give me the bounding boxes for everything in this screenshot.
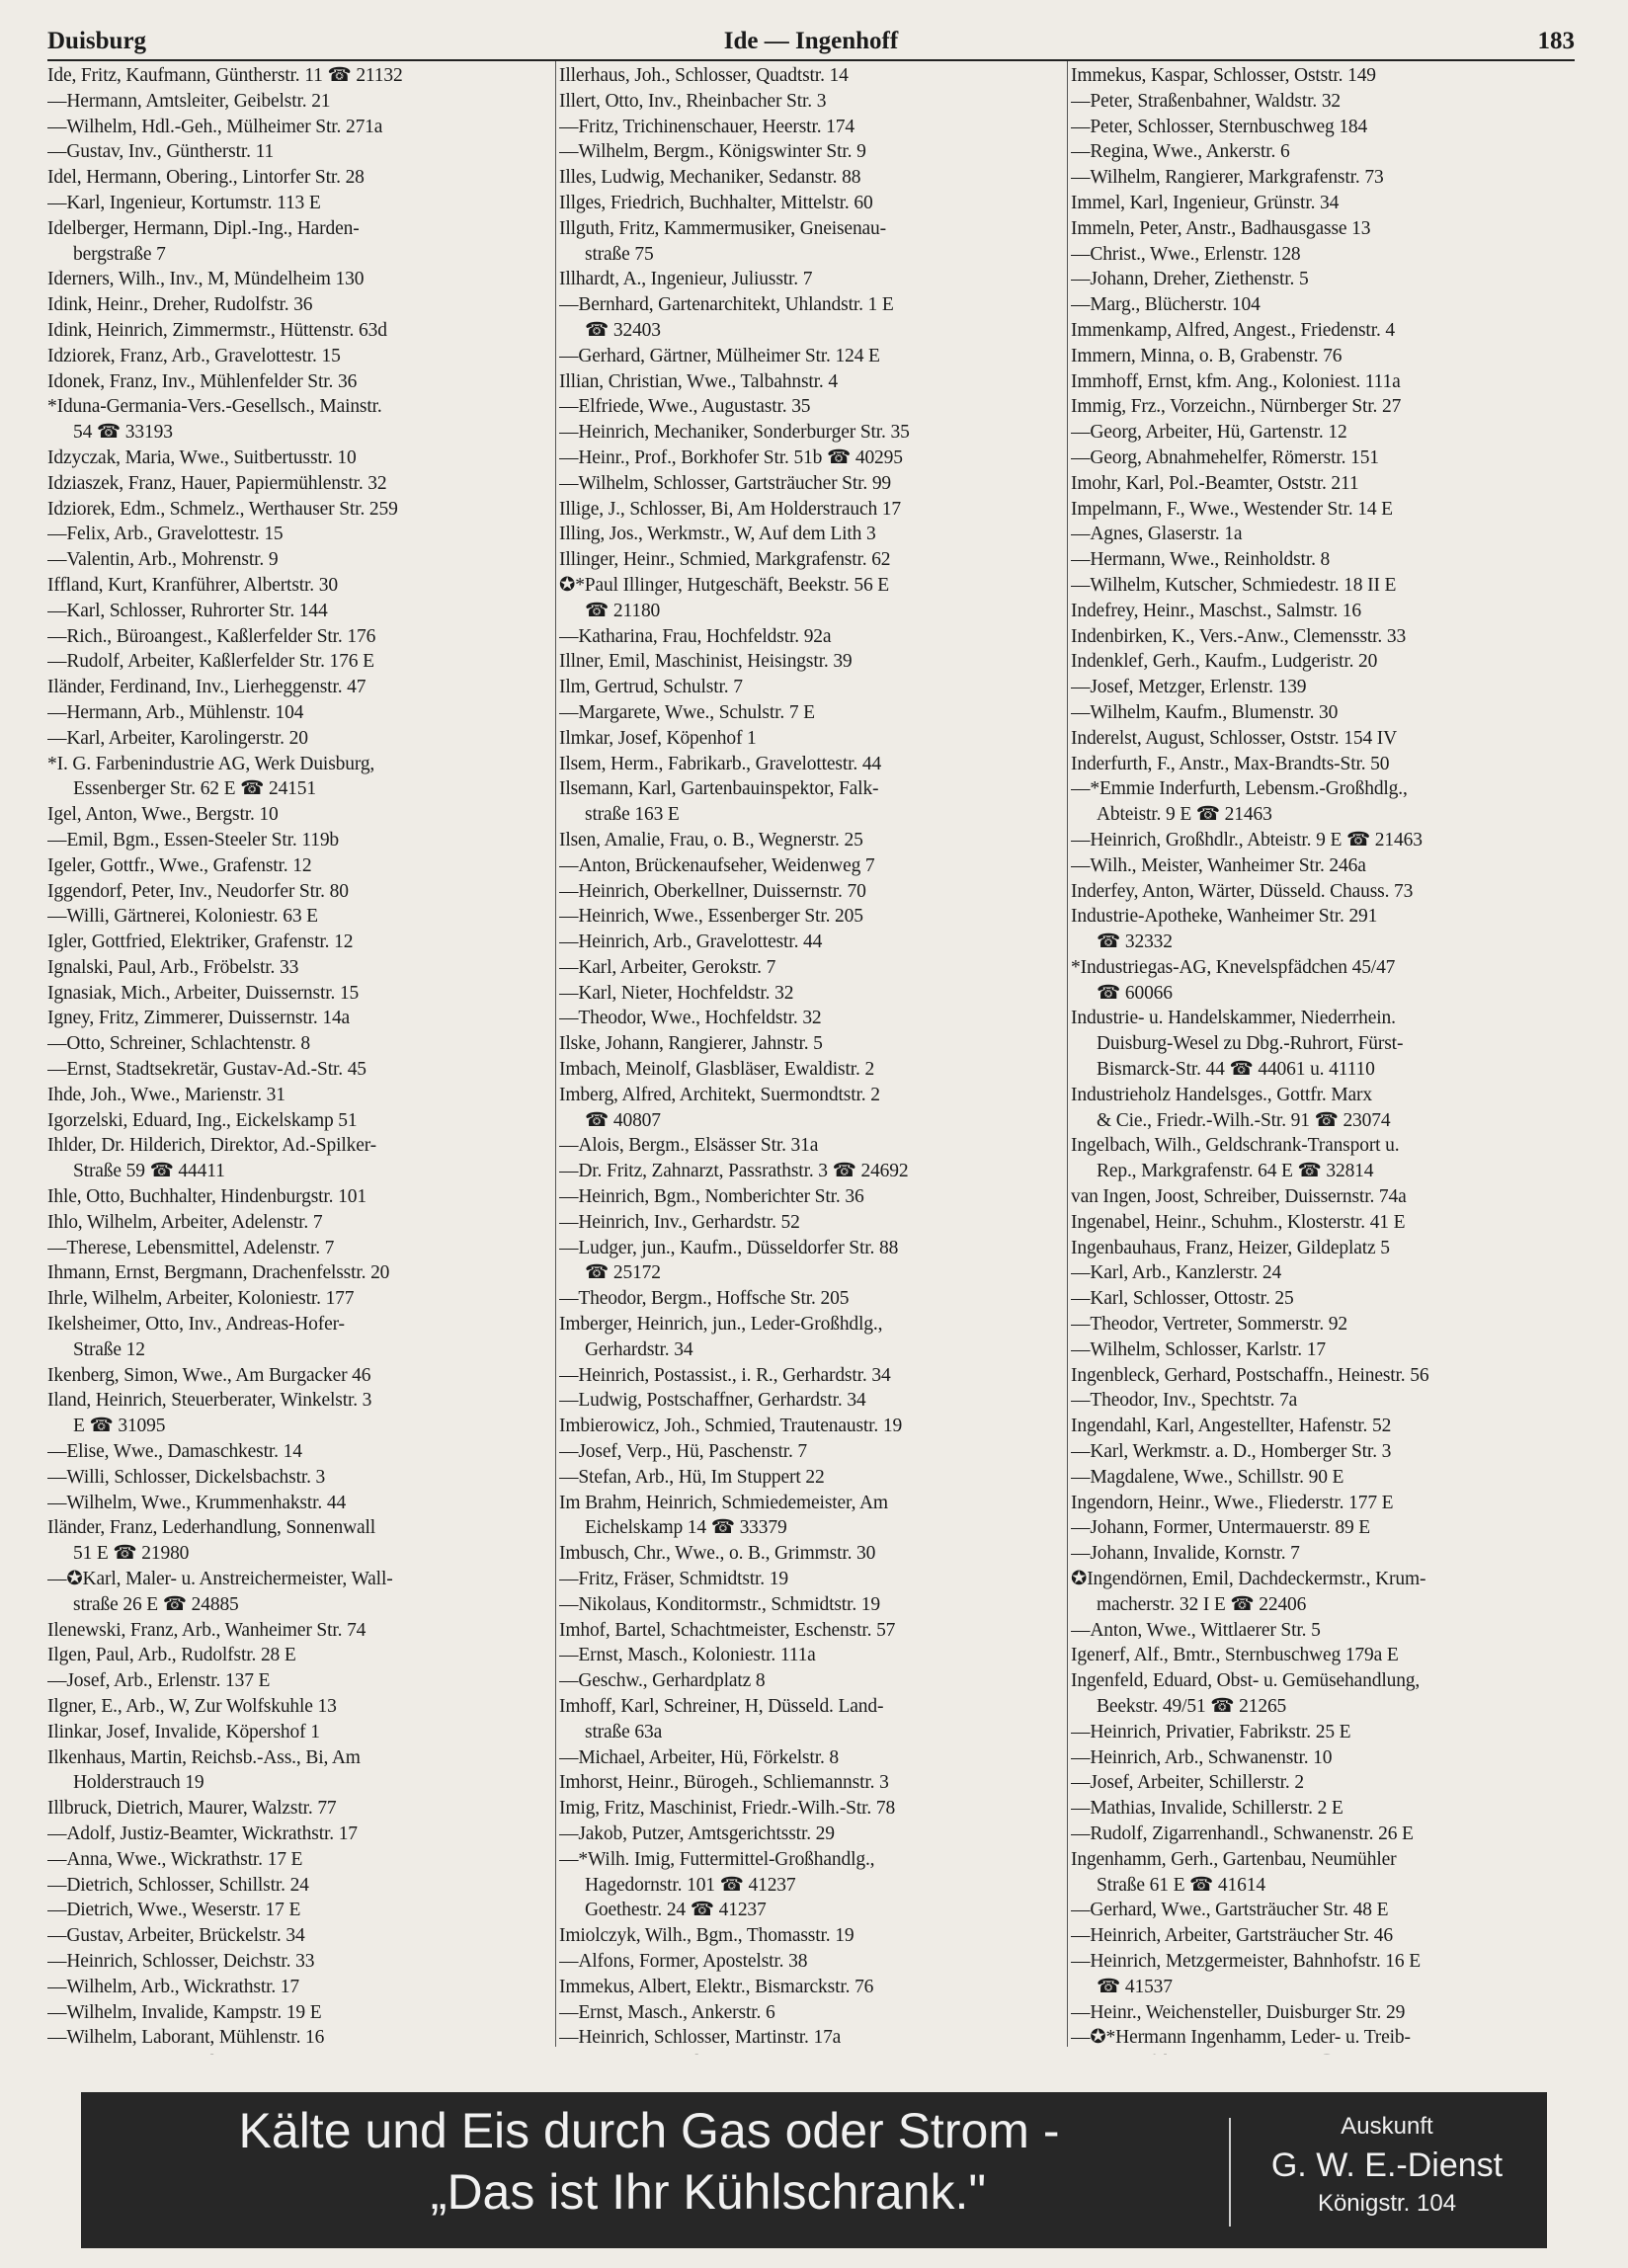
directory-entry-continuation: ☎ 40807: [585, 1109, 661, 1131]
directory-entry: —Heinrich, Bgm., Nomberichter Str. 36: [559, 1186, 864, 1208]
directory-entry-continuation: Rep., Markgrafenstr. 64 E ☎ 32814: [1097, 1161, 1374, 1182]
directory-entry-continuation: ☎ 32332: [1097, 932, 1173, 953]
directory-entry: —Georg, Abnahmehelfer, Römerstr. 151: [1071, 446, 1379, 468]
directory-entry: —Nikolaus, Konditormstr., Schmidtstr. 19: [559, 1593, 880, 1615]
directory-entry: Immern, Minna, o. B, Grabenstr. 76: [1071, 345, 1343, 366]
directory-entry: Iländer, Ferdinand, Inv., Lierheggenstr. 47: [47, 677, 366, 698]
directory-entry: Imhof, Bartel, Schachtmeister, Eschenstr. 57: [559, 1619, 896, 1641]
directory-entry: —Magdalene, Wwe., Schillstr. 90 E: [1071, 1466, 1344, 1488]
directory-entry: Immekus, Kaspar, Schlosser, Oststr. 149: [1071, 65, 1376, 86]
directory-entry: Indenbirken, K., Vers.-Anw., Clemensstr. 33: [1071, 625, 1407, 647]
directory-entry: —Wilhelm, Schlosser, Gartsträucher Str. 99: [559, 472, 892, 494]
header-range: Ide — Ingenhoff: [723, 28, 899, 54]
directory-entry: —Gerhard, Gärtner, Mülheimer Str. 124 E: [559, 345, 880, 366]
directory-entry: —Dr. Fritz, Zahnarzt, Passrathstr. 3 ☎ 24692: [559, 1161, 909, 1182]
directory-entry: Imig, Fritz, Maschinist, Friedr.-Wilh.-Str. 78: [559, 1798, 896, 1820]
directory-entry: —Ernst, Masch., Koloniestr. 111a: [559, 1645, 816, 1666]
directory-entry: —Wilhelm, Laborant, Mühlenstr. 16: [47, 2027, 325, 2049]
directory-entry: —Elfriede, Wwe., Augustastr. 35: [559, 396, 811, 418]
directory-entry: Illige, J., Schlosser, Bi, Am Holderstrauch 17: [559, 498, 901, 520]
directory-entry: —Heinrich, Oberkellner, Duissernstr. 70: [559, 880, 866, 902]
directory-entry-continuation: Straße 61 E ☎ 41614: [1097, 1874, 1265, 1896]
directory-entry-continuation: Duisburg-Wesel zu Dbg.-Ruhrort, Fürst-: [1097, 1033, 1404, 1055]
directory-entry: Industrie- u. Handelskammer, Niederrhein.: [1071, 1008, 1396, 1029]
directory-entry: —Alois, Bergm., Elsässer Str. 31a: [559, 1135, 819, 1157]
directory-entry-continuation: macherstr. 32 I E ☎ 22406: [1097, 1593, 1307, 1615]
directory-entry: —Heinr., Prof., Borkhofer Str. 51b ☎ 40295: [559, 446, 903, 468]
directory-entry: Igeler, Gottfr., Wwe., Grafenstr. 12: [47, 854, 312, 876]
directory-entry: ✪*Paul Illinger, Hutgeschäft, Beekstr. 56 E: [559, 574, 890, 596]
directory-entry: —Alfons, Former, Apostelstr. 38: [559, 1950, 808, 1972]
directory-entry: —Theodor, Wwe., Hochfeldstr. 32: [559, 1008, 822, 1029]
directory-entry: Inderfey, Anton, Wärter, Düsseld. Chauss. 73: [1071, 880, 1414, 902]
directory-entry-continuation: bergstraße 7: [73, 243, 166, 265]
directory-entry: —Karl, Schlosser, Ottostr. 25: [1071, 1288, 1294, 1310]
directory-entry: Inderfurth, F., Anstr., Max-Brandts-Str. 50: [1071, 753, 1390, 774]
directory-entry: —Johann, Former, Untermauerstr. 89 E: [1071, 1517, 1371, 1539]
directory-entry: Illing, Jos., Werkmstr., W, Auf dem Lith 3: [559, 524, 876, 545]
directory-entry: —Josef, Arbeiter, Schillerstr. 2: [1071, 1772, 1304, 1794]
directory-entry: —Georg, Arbeiter, Hü, Gartenstr. 12: [1071, 422, 1347, 444]
directory-entry-continuation: 54 ☎ 33193: [73, 422, 173, 444]
directory-entry-continuation: Eichelskamp 14 ☎ 33379: [585, 1517, 787, 1539]
directory-entry: —Wilhelm, Kaufm., Blumenstr. 30: [1071, 701, 1339, 723]
column-1: [47, 63, 549, 2055]
directory-entry: —Josef, Verp., Hü, Paschenstr. 7: [559, 1441, 808, 1463]
directory-entry: Ignasiak, Mich., Arbeiter, Duissernstr. 15: [47, 982, 360, 1004]
directory-entry: Indenklef, Gerh., Kaufm., Ludgeristr. 20: [1071, 651, 1378, 673]
directory-entry-continuation: 51 E ☎ 21980: [73, 1543, 190, 1565]
directory-entry: Illerhaus, Joh., Schlosser, Quadtstr. 14: [559, 65, 849, 86]
directory-entry: Iggendorf, Peter, Inv., Neudorfer Str. 80: [47, 880, 349, 902]
directory-entry: Ilinkar, Josef, Invalide, Köpershof 1: [47, 1721, 320, 1742]
column-3: [1071, 63, 1573, 2055]
advertisement-line-1: Kälte und Eis durch Gas oder Strom -: [238, 2103, 1060, 2158]
directory-entry: —Wilhelm, Kutscher, Schmiedestr. 18 II E: [1071, 574, 1397, 596]
directory-entry: Im Brahm, Heinrich, Schmiedemeister, Am: [559, 1492, 888, 1513]
directory-entry: Ilsem, Herm., Fabrikarb., Gravelottestr. 44: [559, 753, 882, 774]
directory-entry: Ide, Fritz, Kaufmann, Güntherstr. 11 ☎ 21132: [47, 65, 403, 86]
directory-entry: Idel, Hermann, Obering., Lintorfer Str. 28: [47, 167, 365, 189]
header-city: Duisburg: [47, 28, 147, 54]
directory-entry: —Karl, Schlosser, Ruhrorter Str. 144: [47, 600, 328, 621]
directory-entry: Iland, Heinrich, Steuerberater, Winkelstr. 3: [47, 1390, 372, 1412]
directory-entry: —Katharina, Frau, Hochfeldstr. 92a: [559, 625, 832, 647]
directory-entry: Igler, Gottfried, Elektriker, Grafenstr. 12: [47, 932, 354, 953]
directory-entry: —Anna, Wwe., Wickrathstr. 17 E: [47, 1848, 303, 1870]
directory-entry: Imhorst, Heinr., Bürogeh., Schliemannstr. 3: [559, 1772, 889, 1794]
directory-entry-continuation: Beekstr. 49/51 ☎ 21265: [1097, 1696, 1287, 1717]
directory-entry: Imbierowicz, Joh., Schmied, Trautenaustr. 19: [559, 1416, 903, 1437]
directory-entry: —Ludger, jun., Kaufm., Düsseldorfer Str. 88: [559, 1237, 899, 1258]
directory-entry: Illinger, Heinr., Schmied, Markgrafenstr. 62: [559, 549, 891, 571]
directory-entry-continuation: ☎ 32403: [585, 319, 661, 341]
directory-entry: Ilm, Gertrud, Schulstr. 7: [559, 677, 743, 698]
directory-entry-continuation: [1071, 2051, 1573, 2055]
directory-entry: —Hermann, Amtsleiter, Geibelstr. 21: [47, 90, 331, 112]
directory-entry: Idziaszek, Franz, Hauer, Papiermühlenstr. 32: [47, 472, 387, 494]
directory-entry: —Hermann, Arb., Mühlenstr. 104: [47, 701, 304, 723]
directory-entry: Igenerf, Alf., Bmtr., Sternbuschweg 179a E: [1071, 1645, 1399, 1666]
directory-entry: —Agnes, Glaserstr. 1a: [1071, 524, 1243, 545]
directory-entry: Ingelbach, Wilh., Geldschrank-Transport u.: [1071, 1135, 1400, 1157]
directory-entry: Idziorek, Edm., Schmelz., Werthauser Str. 259: [47, 498, 398, 520]
directory-entry: Immenkamp, Alfred, Angest., Friedenstr. 4: [1071, 319, 1396, 341]
directory-entry: —Wilhelm, Invalide, Kampstr. 19 E: [47, 2001, 322, 2023]
directory-entry: —Wilhelm, Arb., Wickrathstr. 17: [47, 1976, 300, 1997]
directory-entry: —Heinr., Weichensteller, Duisburger Str. 29: [1071, 2001, 1406, 2023]
directory-entry: Idziorek, Franz, Arb., Gravelottestr. 15: [47, 345, 341, 366]
directory-entry: Imberger, Heinrich, jun., Leder-Großhdlg.,: [559, 1314, 883, 1336]
directory-entry-continuation: Straße 12: [73, 1338, 145, 1360]
advertisement-contact-name: G. W. E.-Dienst: [1270, 2146, 1504, 2184]
directory-entry: —Theodor, Inv., Spechtstr. 7a: [1071, 1390, 1298, 1412]
directory-entry: Ihrle, Wilhelm, Arbeiter, Koloniestr. 177: [47, 1288, 355, 1310]
directory-entry: —Regina, Wwe., Ankerstr. 6: [1071, 141, 1290, 163]
directory-entry: —Anton, Brückenaufseher, Weidenweg 7: [559, 854, 875, 876]
directory-entry: ✪Ingendörnen, Emil, Dachdeckermstr., Krum-: [1071, 1569, 1426, 1590]
directory-entry: Imbusch, Chr., Wwe., o. B., Grimmstr. 30: [559, 1543, 876, 1565]
advertisement-contact: [1239, 2110, 1535, 2221]
directory-entry-continuation: straße 26 E ☎ 24885: [73, 1593, 239, 1615]
directory-entry: —Rudolf, Zigarrenhandl., Schwanenstr. 26 E: [1071, 1822, 1414, 1844]
directory-entry: —Willi, Schlosser, Dickelsbachstr. 3: [47, 1466, 326, 1488]
directory-entry-continuation: E ☎ 31095: [73, 1416, 166, 1437]
directory-entry: —*Emmie Inderfurth, Lebensm.-Großhdlg.,: [1071, 778, 1408, 800]
directory-entry: —Heinrich, Arb., Schwanenstr. 10: [1071, 1746, 1333, 1768]
directory-entry: —Josef, Metzger, Erlenstr. 139: [1071, 677, 1307, 698]
directory-entry: —Heinrich, Arbeiter, Gartsträucher Str. 46: [1071, 1925, 1393, 1947]
directory-entry: —✪Karl, Maler- u. Anstreichermeister, Wall-: [47, 1569, 393, 1590]
directory-entry: —Wilhelm, Bergm., Königswinter Str. 9: [559, 141, 866, 163]
directory-entry: —Dietrich, Wwe., Weserstr. 17 E: [47, 1900, 301, 1921]
directory-entry: —Jakob, Putzer, Amtsgerichtsstr. 29: [559, 1822, 835, 1844]
directory-entry: Illbruck, Dietrich, Maurer, Walzstr. 77: [47, 1798, 337, 1820]
directory-entry: Iderners, Wilh., Inv., M, Mündelheim 130: [47, 269, 365, 290]
page-header: [47, 26, 1575, 61]
directory-entry: Industrieholz Handelsges., Gottfr. Marx: [1071, 1084, 1372, 1105]
directory-entry: —Ernst, Stadtsekretär, Gustav-Ad.-Str. 45: [47, 1059, 366, 1081]
column-2: [559, 63, 1061, 2055]
directory-entry: —Mathias, Invalide, Schillerstr. 2 E: [1071, 1798, 1343, 1820]
directory-entry: —Heinrich, Wwe., Essenberger Str. 205: [559, 906, 863, 928]
directory-entry: Iländer, Franz, Lederhandlung, Sonnenwall: [47, 1517, 376, 1539]
directory-entry: Ilsemann, Karl, Gartenbauinspektor, Falk-: [559, 778, 879, 800]
directory-entry: Inderelst, August, Schlosser, Oststr. 154 IV: [1071, 727, 1398, 749]
directory-entry: —Heinrich, Mechaniker, Sonderburger Str. 35: [559, 422, 910, 444]
directory-entry: Ihmann, Ernst, Bergmann, Drachenfelsstr. 20: [47, 1262, 390, 1284]
directory-entry: —Johann, Invalide, Kornstr. 7: [1071, 1543, 1300, 1565]
directory-entry: Illian, Christian, Wwe., Talbahnstr. 4: [559, 370, 838, 392]
directory-entry-continuation: Bismarck-Str. 44 ☎ 44061 u. 41110: [1097, 1059, 1375, 1081]
directory-entry: —Heinrich, Arb., Gravelottestr. 44: [559, 932, 823, 953]
directory-entry-continuation: Holderstrauch 19: [73, 1772, 204, 1794]
directory-entry: Ihde, Joh., Wwe., Marienstr. 31: [47, 1084, 285, 1105]
directory-entry: Ingenfeld, Eduard, Obst- u. Gemüsehandlung,: [1071, 1670, 1421, 1692]
directory-entry: —✪*Hermann Ingenhamm, Leder- u. Treib-: [1071, 2027, 1411, 2049]
directory-entry-continuation: Hagedornstr. 101 ☎ 41237: [585, 1874, 796, 1896]
directory-entry: Ilgner, E., Arb., W, Zur Wolfskuhle 13: [47, 1696, 337, 1717]
directory-entry: Ingendorn, Heinr., Wwe., Fliederstr. 177 E: [1071, 1492, 1394, 1513]
directory-entry: —Therese, Lebensmittel, Adelenstr. 7: [47, 1237, 335, 1258]
directory-entry: Ikelsheimer, Otto, Inv., Andreas-Hofer-: [47, 1314, 345, 1336]
directory-entry: Illes, Ludwig, Mechaniker, Sedanstr. 88: [559, 167, 861, 189]
directory-entry: Immeln, Peter, Anstr., Badhausgasse 13: [1071, 217, 1371, 239]
directory-entry: —*Wilh. Imig, Futtermittel-Großhandlg.,: [559, 1848, 875, 1870]
directory-entry: —Otto, Schreiner, Schlachtenstr. 8: [47, 1033, 310, 1055]
directory-entry: Immig, Frz., Vorzeichn., Nürnberger Str. 27: [1071, 396, 1402, 418]
directory-entry: Idonek, Franz, Inv., Mühlenfelder Str. 36: [47, 370, 358, 392]
directory-entry: *Iduna-Germania-Vers.-Gesellsch., Mainstr.: [47, 396, 382, 418]
directory-entry: —Gustav, Inv., Güntherstr. 11: [47, 141, 275, 163]
directory-entry: [559, 2051, 1061, 2055]
advertisement-divider: [1229, 2118, 1231, 2227]
directory-entry-continuation: ☎ 21180: [585, 600, 661, 621]
directory-entry: Ilkenhaus, Martin, Reichsb.-Ass., Bi, Am: [47, 1746, 361, 1768]
directory-entry: —Rudolf, Arbeiter, Kaßlerfelder Str. 176 E: [47, 651, 374, 673]
directory-entry-continuation: straße 63a: [585, 1721, 663, 1742]
directory-entry: —Heinrich, Metzgermeister, Bahnhofstr. 16 E: [1071, 1950, 1421, 1972]
directory-entry: —Peter, Straßenbahner, Waldstr. 32: [1071, 90, 1342, 112]
directory-entry: Igel, Anton, Wwe., Bergstr. 10: [47, 804, 279, 826]
directory-entry: Indefrey, Heinr., Maschst., Salmstr. 16: [1071, 600, 1362, 621]
directory-entry: Idelberger, Hermann, Dipl.-Ing., Harden-: [47, 217, 360, 239]
directory-entry: Illert, Otto, Inv., Rheinbacher Str. 3: [559, 90, 827, 112]
directory-entry: —Karl, Nieter, Hochfeldstr. 32: [559, 982, 794, 1004]
directory-entry: Igney, Fritz, Zimmerer, Duissernstr. 14a: [47, 1008, 351, 1029]
directory-entry: Iffland, Kurt, Kranführer, Albertstr. 30: [47, 574, 338, 596]
directory-entry: —Stefan, Arb., Hü, Im Stuppert 22: [559, 1466, 825, 1488]
directory-entry: Ingenhamm, Gerh., Gartenbau, Neumühler: [1071, 1848, 1397, 1870]
directory-entry: —Heinrich, Großhdlr., Abteistr. 9 E ☎ 21463: [1071, 829, 1423, 850]
directory-entry: Ihlo, Wilhelm, Arbeiter, Adelenstr. 7: [47, 1211, 323, 1233]
directory-entry: —Wilhelm, Hdl.-Geh., Mülheimer Str. 271a: [47, 116, 383, 137]
directory-entry: —Karl, Arbeiter, Karolingerstr. 20: [47, 727, 308, 749]
directory-entry: —Karl, Werkmstr. a. D., Homberger Str. 3: [1071, 1441, 1392, 1463]
directory-entry: Idink, Heinr., Dreher, Rudolfstr. 36: [47, 294, 313, 316]
directory-entry-continuation: ☎ 60066: [1097, 982, 1173, 1004]
directory-entry: —Wilhelm, Rangierer, Markgrafenstr. 73: [1071, 167, 1384, 189]
directory-entry: —Fritz, Fräser, Schmidtstr. 19: [559, 1569, 788, 1590]
directory-entry: Ilenewski, Franz, Arb., Wanheimer Str. 74: [47, 1619, 366, 1641]
directory-entry: —Margarete, Wwe., Schulstr. 7 E: [559, 701, 815, 723]
directory-entry-continuation: ☎ 41537: [1097, 1976, 1173, 1997]
directory-entry: —Marg., Blücherstr. 104: [1071, 294, 1261, 316]
directory-entry: —Geschw., Gerhardplatz 8: [559, 1670, 766, 1692]
directory-entry: Ihle, Otto, Buchhalter, Hindenburgstr. 101: [47, 1186, 366, 1208]
directory-entry: Ilske, Johann, Rangierer, Jahnstr. 5: [559, 1033, 823, 1055]
directory-entry: *I. G. Farbenindustrie AG, Werk Duisburg,: [47, 753, 375, 774]
directory-entry: Industrie-Apotheke, Wanheimer Str. 291: [1071, 906, 1378, 928]
directory-entry: —Gustav, Arbeiter, Brückelstr. 34: [47, 1925, 305, 1947]
directory-entry: —Theodor, Bergm., Hoffsche Str. 205: [559, 1288, 850, 1310]
directory-entry: Igorzelski, Eduard, Ing., Eickelskamp 51: [47, 1109, 358, 1131]
directory-entry: —Dietrich, Schlosser, Schillstr. 24: [47, 1874, 309, 1896]
directory-entry: —Valentin, Arb., Mohrenstr. 9: [47, 549, 279, 571]
directory-entry: —Ludwig, Postschaffner, Gerhardstr. 34: [559, 1390, 866, 1412]
directory-entry: Ihlder, Dr. Hilderich, Direktor, Ad.-Spilker-: [47, 1135, 377, 1157]
directory-entry-continuation: Essenberger Str. 62 E ☎ 24151: [73, 778, 316, 800]
directory-entry: —Rich., Büroangest., Kaßlerfelder Str. 176: [47, 625, 376, 647]
directory-entry: Ingenbleck, Gerhard, Postschaffn., Heinestr. 56: [1071, 1364, 1429, 1386]
directory-entry: —Karl, Arbeiter, Gerokstr. 7: [559, 956, 776, 978]
directory-entry: Idzyczak, Maria, Wwe., Suitbertusstr. 10: [47, 446, 357, 468]
directory-entry: Imiolczyk, Wilh., Bgm., Thomasstr. 19: [559, 1925, 855, 1947]
directory-entry-continuation: ☎ 25172: [585, 1262, 661, 1284]
advertisement-contact-label: Auskunft: [1341, 2113, 1433, 2140]
directory-entry: —Karl, Ingenieur, Kortumstr. 113 E: [47, 192, 321, 213]
directory-entry: Immekus, Albert, Elektr., Bismarckstr. 76: [559, 1976, 874, 1997]
directory-entry: —Johann, Dreher, Ziethenstr. 5: [1071, 269, 1309, 290]
directory-entry: —Ernst, Masch., Ankerstr. 6: [559, 2001, 775, 2023]
advertisement-slogan: [81, 2100, 1217, 2223]
directory-entry: —Fritz, Trichinenschauer, Heerstr. 174: [559, 116, 855, 137]
directory-entry: —Michael, Arbeiter, Hü, Förkelstr. 8: [559, 1746, 840, 1768]
directory-entry: —Emil, Bgm., Essen-Steeler Str. 119b: [47, 829, 340, 850]
directory-entry: —Anton, Wwe., Wittlaerer Str. 5: [1071, 1619, 1321, 1641]
directory-entry: Immhoff, Ernst, kfm. Ang., Koloniest. 111a: [1071, 370, 1401, 392]
directory-entry: —Christ., Wwe., Erlenstr. 128: [1071, 243, 1301, 265]
directory-entry: van Ingen, Joost, Schreiber, Duissernstr. 74a: [1071, 1186, 1407, 1208]
directory-entry-continuation: Straße 59 ☎ 44411: [73, 1161, 225, 1182]
directory-entry: —Heinrich, Privatier, Fabrikstr. 25 E: [1071, 1721, 1351, 1742]
directory-entry: Ingenabel, Heinr., Schuhm., Klosterstr. 41 E: [1071, 1211, 1406, 1233]
directory-entry: —Willi, Gärtnerei, Koloniestr. 63 E: [47, 906, 318, 928]
directory-entry: —Peter, Schlosser, Sternbuschweg 184: [1071, 116, 1368, 137]
directory-entry: —Heinrich, Inv., Gerhardstr. 52: [559, 1211, 800, 1233]
directory-entry: Ignalski, Paul, Arb., Fröbelstr. 33: [47, 956, 299, 978]
directory-entry-continuation: Goethestr. 24 ☎ 41237: [585, 1900, 767, 1921]
advertisement-contact-address: Königstr. 104: [1317, 2190, 1457, 2217]
directory-entry: Immel, Karl, Ingenieur, Grünstr. 34: [1071, 192, 1340, 213]
directory-entry: —Heinrich, Schlosser, Martinstr. 17a: [559, 2027, 842, 2049]
directory-entry: —Wilh., Meister, Wanheimer Str. 246a: [1071, 854, 1366, 876]
directory-entry: Illguth, Fritz, Kammermusiker, Gneisenau-: [559, 217, 886, 239]
advertisement-banner: [81, 2092, 1547, 2248]
directory-entry: —Wilhelm, Wwe., Krummenhakstr. 44: [47, 1492, 347, 1513]
directory-entry-continuation: straße 75: [585, 243, 654, 265]
directory-entry-continuation: Gerhardstr. 34: [585, 1338, 693, 1360]
directory-entry: —Adolf, Justiz-Beamter, Wickrathstr. 17: [47, 1822, 358, 1844]
directory-entry: Imbach, Meinolf, Glasbläser, Ewaldistr. 2: [559, 1059, 875, 1081]
directory-entry: Impelmann, F., Wwe., Westender Str. 14 E: [1071, 498, 1393, 520]
directory-entry: —Gerhard, Wwe., Gartsträucher Str. 48 E: [1071, 1900, 1389, 1921]
page-number: 183: [1537, 28, 1575, 54]
directory-entry: Ingendahl, Karl, Angestellter, Hafenstr. 52: [1071, 1416, 1392, 1437]
directory-entry: Ilsen, Amalie, Frau, o. B., Wegnerstr. 25: [559, 829, 863, 850]
directory-entry: [47, 2051, 549, 2055]
directory-entry: Imhoff, Karl, Schreiner, H, Düsseld. Land-: [559, 1696, 884, 1717]
directory-entry: Ingenbauhaus, Franz, Heizer, Gildeplatz 5: [1071, 1237, 1390, 1258]
advertisement-line-2: „Das ist Ihr Kühlschrank.": [430, 2164, 987, 2220]
directory-entry: —Felix, Arb., Gravelottestr. 15: [47, 524, 284, 545]
directory-entry: —Heinrich, Schlosser, Deichstr. 33: [47, 1950, 315, 1972]
directory-entry: —Heinrich, Postassist., i. R., Gerhardstr. 34: [559, 1364, 891, 1386]
directory-entry: —Theodor, Vertreter, Sommerstr. 92: [1071, 1314, 1348, 1336]
directory-entry: —Karl, Arb., Kanzlerstr. 24: [1071, 1262, 1282, 1284]
directory-entry: Ikenberg, Simon, Wwe., Am Burgacker 46: [47, 1364, 371, 1386]
directory-entry: —Josef, Arb., Erlenstr. 137 E: [47, 1670, 271, 1692]
directory-entry: Imohr, Karl, Pol.-Beamter, Oststr. 211: [1071, 472, 1359, 494]
directory-entry: Imberg, Alfred, Architekt, Suermondtstr. 2: [559, 1084, 880, 1105]
directory-entry-continuation: Abteistr. 9 E ☎ 21463: [1097, 804, 1272, 826]
directory-entry: —Hermann, Wwe., Reinholdstr. 8: [1071, 549, 1331, 571]
directory-entry: Ilmkar, Josef, Köpenhof 1: [559, 727, 757, 749]
directory-entry: —Elise, Wwe., Damaschkestr. 14: [47, 1441, 302, 1463]
directory-entry: —Bernhard, Gartenarchitekt, Uhlandstr. 1 E: [559, 294, 894, 316]
directory-columns: [47, 63, 1575, 2055]
directory-entry: —Wilhelm, Schlosser, Karlstr. 17: [1071, 1338, 1326, 1360]
directory-entry: Illges, Friedrich, Buchhalter, Mittelstr. 60: [559, 192, 873, 213]
directory-entry-continuation: straße 163 E: [585, 804, 680, 826]
directory-entry: Idink, Heinrich, Zimmermstr., Hüttenstr. 63d: [47, 319, 387, 341]
directory-entry: Ilgen, Paul, Arb., Rudolfstr. 28 E: [47, 1645, 296, 1666]
directory-entry: *Industriegas-AG, Knevelspfädchen 45/47: [1071, 956, 1396, 978]
directory-entry: Illhardt, A., Ingenieur, Juliusstr. 7: [559, 269, 813, 290]
directory-entry: Illner, Emil, Maschinist, Heisingstr. 39: [559, 651, 853, 673]
directory-entry-continuation: & Cie., Friedr.-Wilh.-Str. 91 ☎ 23074: [1097, 1109, 1391, 1131]
